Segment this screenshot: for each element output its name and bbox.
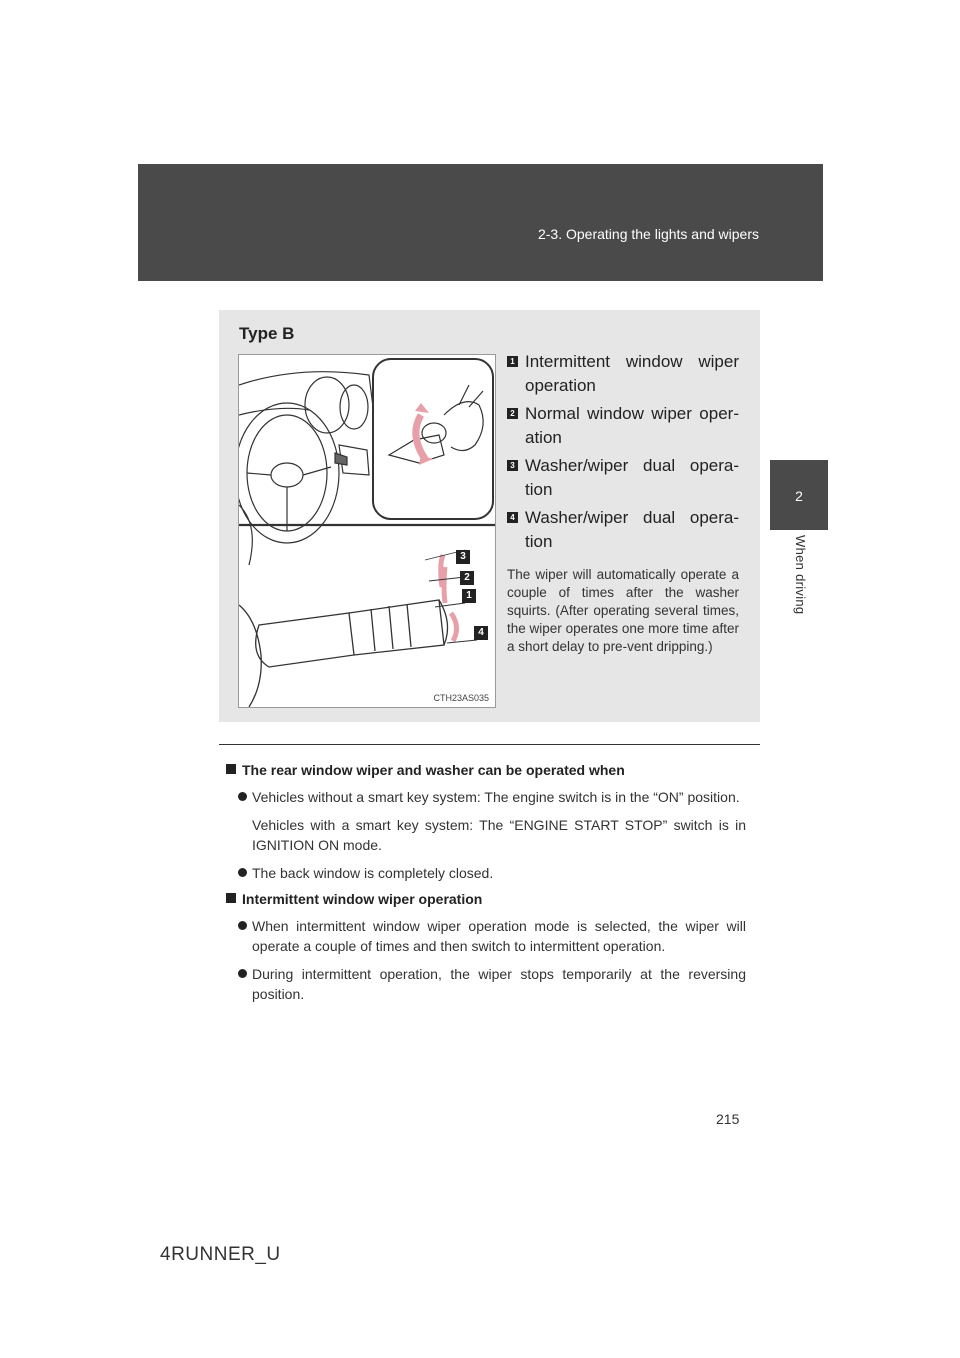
footer-model: 4RUNNER_U bbox=[160, 1244, 281, 1265]
operation-item bbox=[507, 506, 739, 656]
note-heading-text: The rear window wiper and washer can be operated when bbox=[242, 762, 625, 778]
section-divider bbox=[219, 744, 760, 745]
wiper-switch-illustration bbox=[238, 354, 496, 708]
operation-item bbox=[507, 454, 739, 502]
note-bullet-continuation: Vehicles with a smart key system: The “ENGINE START STOP” switch is in IGNITION ON mode. bbox=[252, 817, 746, 853]
item-number: 4 bbox=[507, 512, 518, 523]
item-number: 3 bbox=[507, 460, 518, 471]
chapter-tab bbox=[770, 460, 828, 530]
item-number: 1 bbox=[507, 356, 518, 367]
note-bullet bbox=[226, 916, 746, 956]
item-text: Normal window wiper oper-ation bbox=[525, 404, 739, 447]
square-bullet-icon bbox=[226, 893, 236, 903]
operation-list bbox=[507, 350, 739, 660]
callout-2: 2 bbox=[460, 571, 474, 585]
bullet-dot-icon bbox=[238, 921, 247, 930]
wiper-illustration-svg bbox=[239, 355, 495, 707]
callout-1: 1 bbox=[462, 589, 476, 603]
callout-4: 4 bbox=[474, 626, 488, 640]
note-bullet bbox=[226, 964, 746, 1004]
chapter-number: 2 bbox=[795, 488, 803, 504]
operation-item bbox=[507, 350, 739, 398]
figure-code: CTH23AS035 bbox=[433, 693, 489, 703]
notes-section bbox=[226, 762, 746, 1012]
item-number: 2 bbox=[507, 408, 518, 419]
item-text: Washer/wiper dual opera-tion bbox=[525, 456, 739, 499]
type-b-title: Type B bbox=[239, 324, 295, 343]
header-band bbox=[138, 164, 823, 281]
item-text: Intermittent window wiper operation bbox=[525, 352, 739, 395]
square-bullet-icon bbox=[226, 764, 236, 774]
note-heading bbox=[226, 891, 746, 907]
item-note: The wiper will automatically operate a couple of times after the washer squirts. (After operating several times, the wiper operates one more time after a short delay to pre-vent dripping.) bbox=[507, 567, 739, 654]
note-bullet bbox=[226, 863, 746, 883]
note-bullet bbox=[226, 787, 746, 807]
item-text: Washer/wiper dual opera-tion bbox=[525, 508, 739, 551]
section-title: 2-3. Operating the lights and wipers bbox=[537, 226, 759, 242]
type-b-panel bbox=[219, 310, 760, 722]
callout-3: 3 bbox=[456, 550, 470, 564]
bullet-dot-icon bbox=[238, 868, 247, 877]
bullet-text: During intermittent operation, the wiper stops temporarily at the reversing position. bbox=[252, 966, 746, 1002]
bullet-text: Vehicles without a smart key system: The engine switch is in the “ON” position. bbox=[252, 789, 740, 805]
bullet-dot-icon bbox=[238, 792, 247, 801]
chapter-label: When driving bbox=[793, 535, 808, 615]
bullet-text: The back window is completely closed. bbox=[252, 865, 494, 881]
operation-item bbox=[507, 402, 739, 450]
bullet-text: When intermittent window wiper operation mode is selected, the wiper will operate a couple of times and then switch to intermittent operation. bbox=[252, 918, 746, 954]
note-heading-text: Intermittent window wiper operation bbox=[242, 891, 483, 907]
bullet-dot-icon bbox=[238, 969, 247, 978]
note-heading bbox=[226, 762, 746, 778]
page-number: 215 bbox=[716, 1111, 740, 1127]
